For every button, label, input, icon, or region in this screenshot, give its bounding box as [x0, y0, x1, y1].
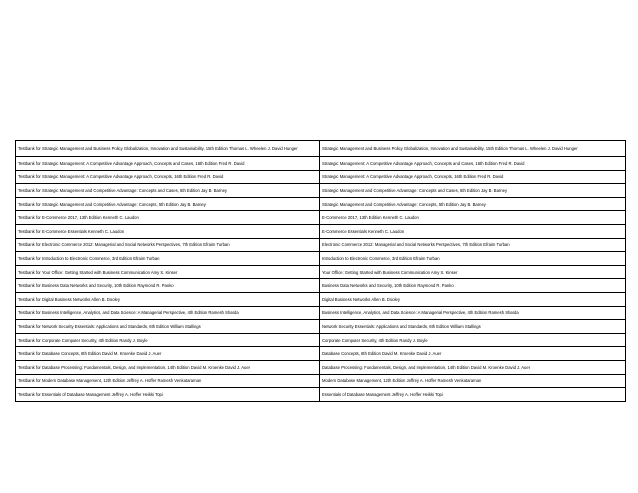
cell-book-title[interactable]: Digital Business Networks Allen B. Dooley — [320, 292, 626, 306]
table-row — [16, 170, 626, 184]
table-row — [16, 279, 626, 293]
table-row — [16, 360, 626, 374]
table-row — [16, 197, 626, 211]
cell-testbank-title[interactable]: Testbank for Network Security Essentials: Applications and Standards, 6th Edition William Stallings — [16, 320, 320, 334]
cell-book-title[interactable]: Business Intelligence, Analytics, and Data Science: A Managerial Perspective, 4th Edition Ramesh Sharda — [320, 306, 626, 320]
cell-book-title[interactable]: Strategic Management: A Competitive Advantage Approach, Concepts and Cases, 16th Edition Fred R. David — [320, 157, 626, 171]
cell-book-title[interactable]: E-Commerce 2017, 13th Edition Kenneth C. Laudon — [320, 211, 626, 225]
table-row — [16, 292, 626, 306]
cell-book-title[interactable]: Your Office: Getting Started with Business Communication Amy S. Kinser — [320, 265, 626, 279]
cell-testbank-title[interactable]: Testbank for E-Commerce Essentials Kenneth C. Laudon — [16, 224, 320, 238]
table-body — [16, 141, 626, 402]
cell-testbank-title[interactable]: Testbank for Your Office: Getting Started with Business Communication Amy S. Kinser — [16, 265, 320, 279]
cell-book-title[interactable]: Strategic Management: A Competitive Advantage Approach, Concepts, 16th Edition Fred R. David — [320, 170, 626, 184]
cell-testbank-title[interactable]: Testbank for Strategic Management and Competitive Advantage: Concepts and Cases, 5th Edition Jay B. Barney — [16, 184, 320, 198]
cell-book-title[interactable]: Network Security Essentials: Applications and Standards, 6th Edition William Stallings — [320, 320, 626, 334]
table-row — [16, 252, 626, 266]
cell-book-title[interactable]: Corporate Computer Security, 4th Edition Randy J. Boyle — [320, 333, 626, 347]
cell-book-title[interactable]: Essentials of Database Management Jeffrey A. Hoffer Heikki Topi — [320, 388, 626, 402]
table-row — [16, 265, 626, 279]
cell-testbank-title[interactable]: Testbank for Electronic Commerce 2012: Managerial and Social Networks Perspectives, 7th Edition Efraim Turban — [16, 238, 320, 252]
cell-testbank-title[interactable]: Testbank for Strategic Management and Business Policy Globalization, Innovation and Sustainability, 15th Edition Thomas L. Wheelen J. David Hunger — [16, 141, 320, 157]
cell-book-title[interactable]: Strategic Management and Business Policy Globalization, Innovation and Sustainability, 15th Edition Thomas L. Wheelen J. David Hunger — [320, 141, 626, 157]
cell-testbank-title[interactable]: Testbank for E-Commerce 2017, 13th Edition Kenneth C. Laudon — [16, 211, 320, 225]
cell-testbank-title[interactable]: Testbank for Business Data Networks and Security, 10th Edition Raymond R. Panko — [16, 279, 320, 293]
table-row — [16, 320, 626, 334]
book-title-table — [15, 140, 626, 402]
table-row — [16, 184, 626, 198]
table-row — [16, 388, 626, 402]
cell-testbank-title[interactable]: Testbank for Essentials of Database Management Jeffrey A. Hoffer Heikki Topi — [16, 388, 320, 402]
cell-testbank-title[interactable]: Testbank for Introduction to Electronic Commerce, 3rd Edition Efraim Turban — [16, 252, 320, 266]
cell-testbank-title[interactable]: Testbank for Strategic Management and Competitive Advantage: Concepts, 5th Edition Jay B. Barney — [16, 197, 320, 211]
cell-testbank-title[interactable]: Testbank for Corporate Computer Security, 4th Edition Randy J. Boyle — [16, 333, 320, 347]
table-row — [16, 141, 626, 157]
table-row — [16, 374, 626, 388]
cell-testbank-title[interactable]: Testbank for Database Processing: Fundamentals, Design, and Implementation, 14th Edition David M. Kroenke David J. Auer — [16, 360, 320, 374]
cell-book-title[interactable]: Introduction to Electronic Commerce, 3rd Edition Efraim Turban — [320, 252, 626, 266]
cell-testbank-title[interactable]: Testbank for Strategic Management: A Competitive Advantage Approach, Concepts and Cases, 16th Edition Fred R. David — [16, 157, 320, 171]
table-row — [16, 333, 626, 347]
cell-book-title[interactable]: E-Commerce Essentials Kenneth C. Laudon — [320, 224, 626, 238]
cell-book-title[interactable]: Database Concepts, 8th Edition David M. Kroenke David J. Auer — [320, 347, 626, 361]
table-row — [16, 224, 626, 238]
cell-book-title[interactable]: Strategic Management and Competitive Advantage: Concepts and Cases, 5th Edition Jay B. Barney — [320, 184, 626, 198]
cell-testbank-title[interactable]: Testbank for Digital Business Networks Allen B. Dooley — [16, 292, 320, 306]
table-row — [16, 211, 626, 225]
cell-book-title[interactable]: Electronic Commerce 2012: Managerial and Social Networks Perspectives, 7th Edition Efraim Turban — [320, 238, 626, 252]
table-row — [16, 238, 626, 252]
cell-testbank-title[interactable]: Testbank for Strategic Management: A Competitive Advantage Approach, Concepts, 16th Edition Fred R. David — [16, 170, 320, 184]
table-row — [16, 157, 626, 171]
table-row — [16, 347, 626, 361]
cell-book-title[interactable]: Modern Database Management, 12th Edition Jeffrey A. Hoffer Ramesh Venkataraman — [320, 374, 626, 388]
cell-testbank-title[interactable]: Testbank for Database Concepts, 8th Edition David M. Kroenke David J. Auer — [16, 347, 320, 361]
cell-book-title[interactable]: Database Processing: Fundamentals, Design, and Implementation, 14th Edition David M. Kroenke David J. Auer — [320, 360, 626, 374]
spreadsheet — [15, 140, 625, 402]
cell-book-title[interactable]: Strategic Management and Competitive Advantage: Concepts, 5th Edition Jay B. Barney — [320, 197, 626, 211]
cell-testbank-title[interactable]: Testbank for Business Intelligence, Analytics, and Data Science: A Managerial Perspective, 4th Edition Ramesh Sharda — [16, 306, 320, 320]
table-row — [16, 306, 626, 320]
cell-testbank-title[interactable]: Testbank for Modern Database Management, 12th Edition Jeffrey A. Hoffer Ramesh Venkataraman — [16, 374, 320, 388]
cell-book-title[interactable]: Business Data Networks and Security, 10th Edition Raymond R. Panko — [320, 279, 626, 293]
